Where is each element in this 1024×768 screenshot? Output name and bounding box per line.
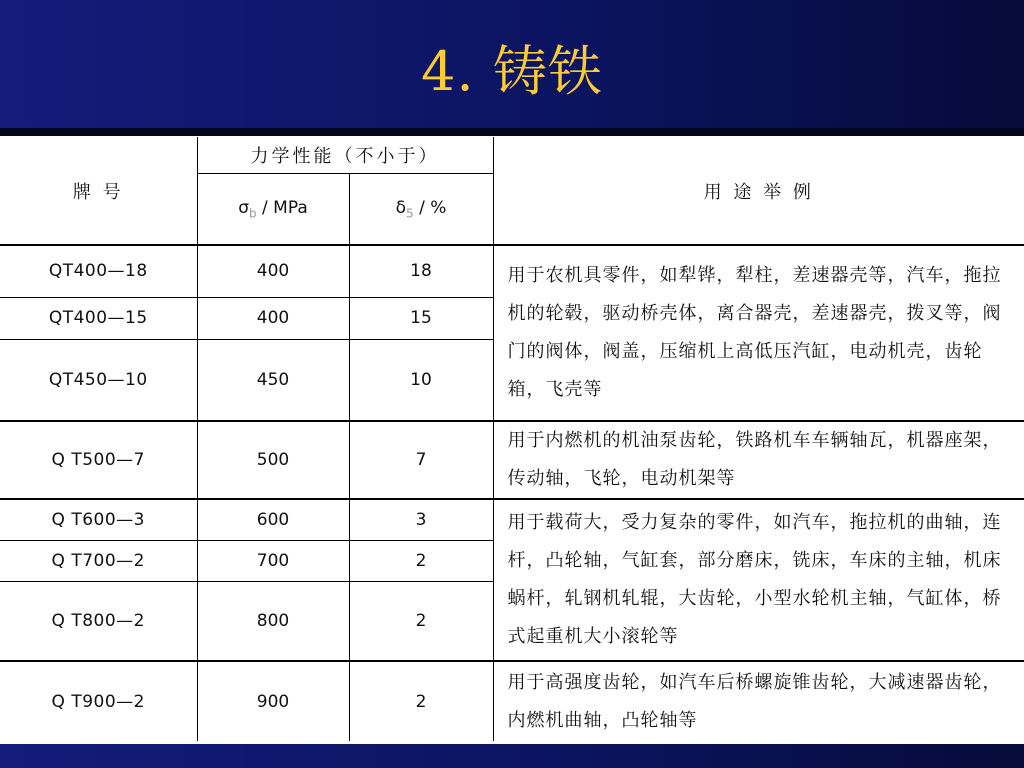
elongation-header — [349, 173, 493, 245]
tensile-cell: 700 — [197, 540, 349, 581]
table-row — [0, 499, 1024, 540]
grade-cell: QT450—10 — [0, 339, 197, 421]
grade-header: 牌 号 — [0, 137, 197, 245]
grade-cell: Q T700—2 — [0, 540, 197, 581]
application-cell: 用于农机具零件，如犁铧，犁柱，差速器壳等，汽车，拖拉机的轮毂，驱动桥壳体，离合器壳，差速器壳，拨叉等，阀门的阀体，阀盖，压缩机上高低压汽缸，电动机壳，齿轮箱，飞壳等 — [493, 245, 1024, 421]
application-cell: 用于载荷大，受力复杂的零件，如汽车，拖拉机的曲轴，连杆，凸轮轴，气缸套，部分磨床，铣床，车床的主轴，机床蜗杆，轧钢机轧辊，大齿轮，小型水轮机主轴，气缸体，桥式起重机大小滚轮等 — [493, 499, 1024, 661]
tensile-cell: 900 — [197, 661, 349, 741]
title-divider — [0, 128, 1024, 136]
mechanical-properties-header: 力学性能（不小于） — [197, 137, 493, 173]
data-table-container — [0, 137, 1024, 744]
tensile-cell: 600 — [197, 499, 349, 540]
grade-cell: Q T500—7 — [0, 421, 197, 499]
elongation-cell: 3 — [349, 499, 493, 540]
delta-symbol: δ — [395, 197, 407, 218]
tensile-strength-header — [197, 173, 349, 245]
grade-cell: QT400—18 — [0, 245, 197, 297]
elongation-cell: 15 — [349, 297, 493, 339]
grade-cell: Q T600—3 — [0, 499, 197, 540]
footer-bar — [0, 744, 1024, 768]
grade-cell: Q T800—2 — [0, 581, 197, 661]
sigma-symbol: σ — [238, 197, 250, 218]
elongation-cell: 2 — [349, 661, 493, 741]
tensile-cell: 400 — [197, 245, 349, 297]
elongation-cell: 2 — [349, 581, 493, 661]
delta-subscript: 5 — [406, 205, 414, 220]
slide-title: 4. 铸铁 — [421, 39, 603, 103]
application-cell: 用于高强度齿轮，如汽车后桥螺旋锥齿轮，大减速器齿轮，内燃机曲轴，凸轮轴等 — [507, 671, 1002, 731]
application-cell: 用于内燃机的机油泵齿轮，铁路机车车辆轴瓦，机器座架，传动轴，飞轮，电动机架等 — [493, 421, 1024, 499]
elongation-cell: 10 — [349, 339, 493, 421]
tensile-cell: 800 — [197, 581, 349, 661]
sigma-subscript: b — [249, 205, 257, 220]
application-header: 用 途 举 例 — [493, 137, 1024, 245]
tensile-cell: 450 — [197, 339, 349, 421]
grade-cell: QT400—15 — [0, 297, 197, 339]
grade-cell: Q T900—2 — [0, 661, 197, 741]
elongation-cell: 18 — [349, 245, 493, 297]
sigma-unit: / MPa — [256, 197, 308, 218]
elongation-cell: 2 — [349, 540, 493, 581]
cast-iron-table — [0, 137, 1024, 741]
elongation-cell: 7 — [349, 421, 493, 499]
delta-unit: / % — [413, 197, 447, 218]
tensile-cell: 500 — [197, 421, 349, 499]
table-row — [0, 661, 1024, 741]
table-row — [0, 245, 1024, 297]
table-row — [0, 421, 1024, 499]
tensile-cell: 400 — [197, 297, 349, 339]
